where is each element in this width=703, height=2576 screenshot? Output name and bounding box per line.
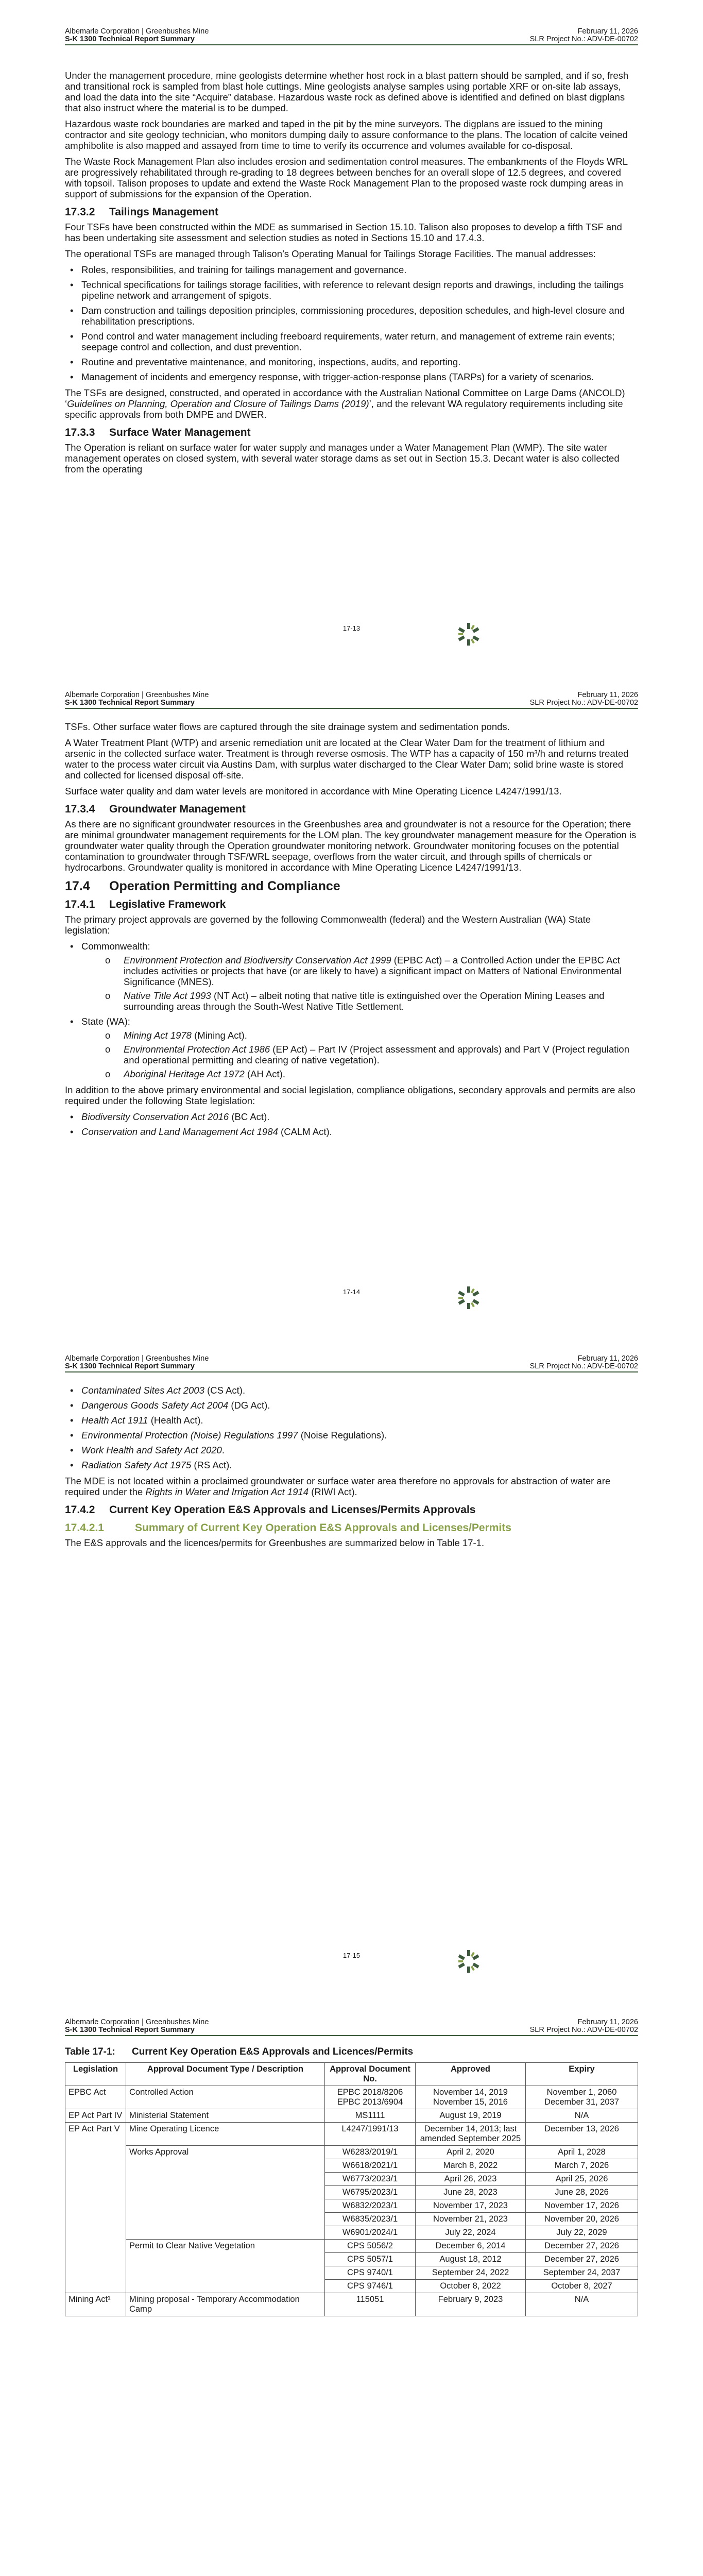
list-item: • Dam construction and tailings deposition principles, commissioning procedures, deposition schedules, and high-level closure and rehabilitation prescriptions. (65, 305, 638, 327)
header-rule (65, 44, 638, 45)
column-header: Approval Document Type / Description (126, 2063, 325, 2086)
header-company: Albemarle Corporation | Greenbushes Mine (65, 691, 209, 699)
table-cell: MS1111 (325, 2109, 416, 2123)
list-item: • Technical specifications for tailings storage facilities, with reference to relevant design reports and drawings, including the tailings pipeline network and arrangement of spigots. (65, 279, 638, 301)
page-header (65, 28, 638, 43)
list-item: • Roles, responsibilities, and training for tailings management and governance. (65, 264, 638, 275)
header-company: Albemarle Corporation | Greenbushes Mine (65, 1354, 209, 1363)
table-cell: EP Act Part V (65, 2123, 126, 2293)
list-item: o Native Title Act 1993 (NT Act) – albeit noting that native title is extinguished over the Operation Mining Leases and surrounding areas through the South-West Native Title Settlement. (81, 990, 638, 1012)
header-date: February 11, 2026 (577, 27, 638, 36)
table-cell: December 13, 2026 (526, 2123, 638, 2146)
approvals-table (65, 2062, 638, 2316)
slr-logo-icon (455, 1284, 482, 1311)
list-item: o Environmental Protection Act 1986 (EP Act) – Part IV (Project assessment and approvals) and Part V (Project regulation and operational permitting and clearing of native vegetation). (81, 1044, 638, 1065)
header-report: S-K 1300 Technical Report Summary (65, 1362, 195, 1370)
paragraph: Under the management procedure, mine geologists determine whether host rock in a blast pattern should be sampled, and if so, fresh and transitional rock is sampled from blast hole cuttings. Mine geologists analyse samples using portable XRF or on-site lab assays, and load the data into the site “Acquire” database. Hazardous waste rock as defined above is identified and defined on blast digplans that also instruct where the material is to be dumped. (65, 70, 629, 113)
page-body (65, 721, 638, 1142)
list-item: • Routine and preventative maintenance, and monitoring, inspections, audits, and reporting. (65, 357, 638, 367)
paragraph: The operational TSFs are managed through Talison’s Operating Manual for Tailings Storage Facilities. The manual addresses: (65, 248, 596, 259)
table-cell: April 1, 2028 (526, 2146, 638, 2159)
table-row (65, 2109, 638, 2123)
page-header (65, 2019, 638, 2034)
table-cell: N/A (526, 2109, 638, 2123)
list-item: • Biodiversity Conservation Act 2016 (BC Act). (65, 1111, 638, 1122)
table-cell: June 28, 2023 (416, 2186, 526, 2199)
table-cell: November 21, 2023 (416, 2213, 526, 2226)
paragraph: Four TSFs have been constructed within the MDE as summarised in Section 15.10. Talison also proposes to develop a fifth TSF and has been undertaking site assessment and selection studies as noted in Sections 15.10 and 17.4.3. (65, 222, 622, 243)
table-cell: March 8, 2022 (416, 2159, 526, 2173)
list-item: • Environmental Protection (Noise) Regulations 1997 (Noise Regulations). (65, 1430, 638, 1440)
header-company: Albemarle Corporation | Greenbushes Mine (65, 2018, 209, 2026)
list-item: • Management of incidents and emergency response, with trigger-action-response plans (TARPs) for a variety of scenarios. (65, 371, 638, 382)
list-item: • Dangerous Goods Safety Act 2004 (DG Act). (65, 1400, 638, 1411)
table-cell: November 1, 2060 December 31, 2037 (526, 2086, 638, 2109)
table-cell: 115051 (325, 2293, 416, 2316)
page-body (65, 1385, 638, 1553)
table-caption: Table 17-1: Current Key Operation E&S Approvals and Licences/Permits (65, 2046, 414, 2057)
column-header: Legislation (65, 2063, 126, 2086)
table-cell: August 18, 2012 (416, 2253, 526, 2266)
table-cell: W6901/2024/1 (325, 2226, 416, 2240)
table-cell: CPS 9746/1 (325, 2280, 416, 2293)
list-item: • Work Health and Safety Act 2020. (65, 1445, 638, 1455)
paragraph: The Waste Rock Management Plan also includes erosion and sedimentation control measures. The embankments of the Floyds WRL are progressively rehabilitated through re-grading to 18 degrees between benches for an overall slope of 12.5 degrees, and covered with topsoil. Talison proposes to update and extend the Waste Rock Management Plan to the proposed waste rock dumping areas in support of submissions for the expansion of the Operation. (65, 156, 628, 199)
page-header (65, 1355, 638, 1370)
section-heading: 17.4.2.1 Summary of Current Key Operation E&S Approvals and Licenses/Permits (65, 1522, 511, 1534)
paragraph: Hazardous waste rock boundaries are marked and taped in the pit by the mine surveyors. The digplans are issued to the mining contractor and site geology technician, who monitors dumping daily to assure conformance to the plans. The location of calcite veined amphibolite is also mapped and assayed from time to time to verify its occurrence and volumes available for co-disposal. (65, 118, 628, 151)
slr-logo-icon (455, 1948, 482, 1975)
table-cell: July 22, 2024 (416, 2226, 526, 2240)
page-17-13 (0, 0, 703, 662)
table-cell: August 19, 2019 (416, 2109, 526, 2123)
list-item: • Health Act 1911 (Health Act). (65, 1415, 638, 1426)
table-cell: April 2, 2020 (416, 2146, 526, 2159)
table-cell: December 27, 2026 (526, 2240, 638, 2253)
column-header: Approval Document No. (325, 2063, 416, 2086)
table-cell: December 6, 2014 (416, 2240, 526, 2253)
table-cell: Mining proposal - Temporary Accommodation Camp (126, 2293, 325, 2316)
section-heading: 17.3.4 Groundwater Management (65, 803, 246, 815)
header-rule (65, 1371, 638, 1372)
table-cell: April 25, 2026 (526, 2173, 638, 2186)
section-heading: 17.4.1 Legislative Framework (65, 899, 226, 910)
table-cell: W6795/2023/1 (325, 2186, 416, 2199)
header-report: S-K 1300 Technical Report Summary (65, 699, 195, 707)
list-item: o Environment Protection and Biodiversity Conservation Act 1999 (EPBC Act) – a Controlled Action under the EPBC Act includes activities or projects that have (or are likely to have) a significant impact on Matters of National Environmental Significance (MNES). (81, 955, 638, 987)
list-item: • Commonwealth: o Environment Protection and Biodiversity Conservation Act 1999 (EPBC Act) – a Controlled Action under the EPBC Act includes activities or projects that have (or are likely to have) a significant impact on Matters of National Environmental Significance (MNES). o Native Title Act 1993 (NT Act) – albeit noting that native title is extinguished over the Operation Mining Leases and surrounding areas through the South-West Native Title Settlement. (65, 941, 638, 1012)
header-report: S-K 1300 Technical Report Summary (65, 35, 195, 43)
table-cell: N/A (526, 2293, 638, 2316)
table-cell: November 17, 2023 (416, 2199, 526, 2213)
paragraph: Surface water quality and dam water levels are monitored in accordance with Mine Operating Licence L4247/1991/13. (65, 786, 562, 796)
page-number: 17-14 (342, 1288, 361, 1296)
page-body (65, 70, 638, 480)
table-cell: Mining Act¹ (65, 2293, 126, 2316)
table-cell: October 8, 2022 (416, 2280, 526, 2293)
table-cell: December 27, 2026 (526, 2253, 638, 2266)
paragraph: The primary project approvals are governed by the following Commonwealth (federal) and the Western Australian (WA) State legislation: (65, 914, 591, 936)
header-project: SLR Project No.: ADV-DE-00702 (529, 699, 638, 707)
table-cell: W6283/2019/1 (325, 2146, 416, 2159)
table-cell: CPS 5057/1 (325, 2253, 416, 2266)
page-17-14 (0, 664, 703, 1326)
header-date: February 11, 2026 (577, 691, 638, 699)
section-heading: 17.3.3 Surface Water Management (65, 427, 251, 438)
table-cell: November 20, 2026 (526, 2213, 638, 2226)
table-cell: Controlled Action (126, 2086, 325, 2109)
table-cell: October 8, 2027 (526, 2280, 638, 2293)
table-cell: February 9, 2023 (416, 2293, 526, 2316)
header-date: February 11, 2026 (577, 2018, 638, 2026)
header-project: SLR Project No.: ADV-DE-00702 (529, 35, 638, 43)
bullet-list (65, 264, 638, 382)
bullet-list (65, 1385, 638, 1470)
table-cell: Permit to Clear Native Vegetation (126, 2240, 325, 2293)
header-report: S-K 1300 Technical Report Summary (65, 2026, 195, 2034)
paragraph: As there are no significant groundwater resources in the Greenbushes area and groundwater is not a resource for the Operation; there are minimal groundwater management requirements for the LOM plan. The key groundwater management measure for the Operation is groundwater water quality through the Operation groundwater monitoring network. Groundwater monitoring focuses on the potential contamination to groundwater through TSF/WRL seepage, overflows from the water circuit, and through spills of chemicals or hydrocarbons. Groundwater quality is monitored in accordance with Mine Operating Licence L4247/1991/13. (65, 819, 637, 873)
list-item: • Pond control and water management including freeboard requirements, water return, and management of extreme rain events; seepage control and collection, and dust prevention. (65, 331, 638, 352)
list-item: • State (WA): o Mining Act 1978 (Mining Act). o Environmental Protection Act 1986 (EP Act) – Part IV (Project assessment and approvals) and Part V (Project regulation and operational permitting and clearing of native vegetation). o Aboriginal Heritage Act 1972 (AH Act). (65, 1016, 638, 1079)
table-row (65, 2146, 638, 2159)
table-cell: November 14, 2019 November 15, 2016 (416, 2086, 526, 2109)
table-cell: EPBC 2018/8206 EPBC 2013/6904 (325, 2086, 416, 2109)
table-cell: April 26, 2023 (416, 2173, 526, 2186)
table-cell: EPBC Act (65, 2086, 126, 2109)
table-cell: W6835/2023/1 (325, 2213, 416, 2226)
table-cell: W6832/2023/1 (325, 2199, 416, 2213)
table-row (65, 2240, 638, 2253)
table-cell: W6773/2023/1 (325, 2173, 416, 2186)
table-cell: Mine Operating Licence (126, 2123, 325, 2146)
section-heading: 17.4 Operation Permitting and Compliance (65, 879, 340, 893)
table-cell: September 24, 2022 (416, 2266, 526, 2280)
bullet-list (65, 941, 638, 1079)
bullet-list (65, 1111, 638, 1137)
paragraph: The TSFs are designed, constructed, and operated in accordance with the Australian National Committee on Large Dams (ANCOLD) ‘Guidelines on Planning, Operation and Closure of Tailings Dams (2019)’, and the relevant WA regulatory requirements including site specific approvals from both DMPE and DWER. (65, 387, 625, 420)
paragraph: The E&S approvals and the licences/permits for Greenbushes are summarized below in Table 17-1. (65, 1537, 485, 1548)
table-cell: July 22, 2029 (526, 2226, 638, 2240)
table-cell: W6618/2021/1 (325, 2159, 416, 2173)
paragraph: The MDE is not located within a proclaimed groundwater or surface water area therefore no approvals for abstraction of water are required under the Rights in Water and Irrigation Act 1914 (RIWI Act). (65, 1476, 611, 1497)
header-project: SLR Project No.: ADV-DE-00702 (529, 2026, 638, 2034)
table-header-row (65, 2063, 638, 2086)
section-heading: 17.3.2 Tailings Management (65, 206, 218, 218)
table-cell: L4247/1991/13 (325, 2123, 416, 2146)
page-header (65, 691, 638, 707)
paragraph: In addition to the above primary environmental and social legislation, compliance obligations, secondary approvals and permits are also required under the following State legislation: (65, 1084, 636, 1106)
table-cell: CPS 5056/2 (325, 2240, 416, 2253)
table-cell: November 17, 2026 (526, 2199, 638, 2213)
header-rule (65, 708, 638, 709)
table-cell: Ministerial Statement (126, 2109, 325, 2123)
page-body (65, 2046, 638, 2316)
paragraph: TSFs. Other surface water flows are captured through the site drainage system and sedimentation ponds. (65, 721, 510, 732)
section-heading: 17.4.2 Current Key Operation E&S Approvals and Licenses/Permits Approvals (65, 1504, 476, 1516)
list-item: • Conservation and Land Management Act 1984 (CALM Act). (65, 1126, 638, 1137)
page-number: 17-15 (342, 1952, 361, 1959)
table-cell: EP Act Part IV (65, 2109, 126, 2123)
table-row (65, 2123, 638, 2146)
table-cell: CPS 9740/1 (325, 2266, 416, 2280)
header-company: Albemarle Corporation | Greenbushes Mine (65, 27, 209, 36)
list-item: o Mining Act 1978 (Mining Act). (81, 1030, 638, 1041)
column-header: Approved (416, 2063, 526, 2086)
list-item: • Radiation Safety Act 1975 (RS Act). (65, 1460, 638, 1470)
header-rule (65, 2035, 638, 2036)
slr-logo-icon (455, 621, 482, 648)
table-row (65, 2086, 638, 2109)
header-date: February 11, 2026 (577, 1354, 638, 1363)
list-item: • Contaminated Sites Act 2003 (CS Act). (65, 1385, 638, 1396)
paragraph: The Operation is reliant on surface water for water supply and manages under a Water Management Plan (WMP). The site water management operates on closed system, with several water storage dams as set out in Section 15.3. Decant water is also collected from the operating (65, 442, 620, 474)
table-cell: June 28, 2026 (526, 2186, 638, 2199)
list-item: o Aboriginal Heritage Act 1972 (AH Act). (81, 1069, 638, 1079)
table-cell: December 14, 2013; last amended September 2025 (416, 2123, 526, 2146)
table-row (65, 2293, 638, 2316)
page-number: 17-13 (342, 624, 361, 632)
header-project: SLR Project No.: ADV-DE-00702 (529, 1362, 638, 1370)
table-cell: September 24, 2037 (526, 2266, 638, 2280)
table-cell: Works Approval (126, 2146, 325, 2240)
column-header: Expiry (526, 2063, 638, 2086)
table-cell: March 7, 2026 (526, 2159, 638, 2173)
paragraph: A Water Treatment Plant (WTP) and arsenic remediation unit are located at the Clear Water Dam for the treatment of lithium and arsenic in the collected surface water. Treatment is through reverse osmosis. The WTP has a capacity of 150 m³/h and returns treated water to the process water circuit via Austins Dam, with surplus water discharged to the Clear Water Dam; solid brine waste is stored and collected for licensed disposal off-site. (65, 737, 629, 781)
page-17-16 (0, 1991, 703, 2576)
page-17-15 (0, 1327, 703, 1989)
